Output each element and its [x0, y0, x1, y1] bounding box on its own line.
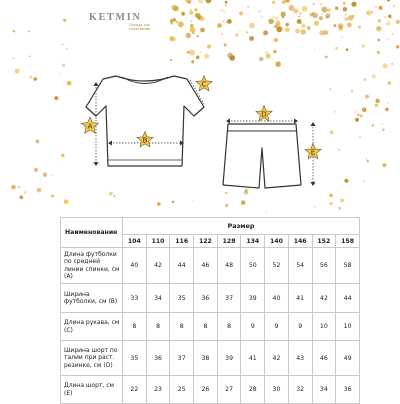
size-header-128: 128: [217, 235, 241, 248]
row-label: Ширина шорт по талии при раст. резинке, см (D): [61, 341, 123, 376]
value-cell: 8: [170, 313, 194, 341]
value-cell: 10: [336, 313, 360, 341]
confetti-dot: [192, 201, 193, 202]
size-chart: [60, 217, 360, 404]
marker-label-e: E: [310, 148, 316, 157]
shorts-outline: [223, 124, 301, 188]
value-cell: 28: [241, 376, 265, 404]
size-title: Размер: [227, 222, 255, 230]
value-cell: 9: [241, 313, 265, 341]
table-row: [61, 313, 360, 341]
value-cell: 48: [217, 248, 241, 284]
value-cell: 39: [217, 341, 241, 376]
value-cell: 40: [123, 248, 147, 284]
row-label: Ширина футболки, см (В): [61, 284, 123, 313]
value-cell: 30: [265, 376, 289, 404]
value-cell: 37: [170, 341, 194, 376]
confetti-dot: [265, 211, 267, 213]
value-cell: 36: [336, 376, 360, 404]
value-cell: 52: [265, 248, 289, 284]
size-header-152: 152: [312, 235, 336, 248]
brand-tagline-line-2: стиль жизни: [129, 26, 151, 31]
value-cell: 42: [146, 248, 170, 284]
marker-label-a: A: [87, 122, 93, 131]
table-row: [61, 341, 360, 376]
value-cell: 42: [312, 284, 336, 313]
value-cell: 50: [241, 248, 265, 284]
size-header-134: 134: [241, 235, 265, 248]
value-cell: 58: [336, 248, 360, 284]
value-cell: 36: [146, 341, 170, 376]
table-row: [61, 284, 360, 313]
value-cell: 9: [265, 313, 289, 341]
size-title-cell: [123, 218, 360, 235]
value-cell: 38: [194, 341, 218, 376]
size-header-122: 122: [194, 235, 218, 248]
value-cell: 43: [288, 341, 312, 376]
size-header-110: 110: [146, 235, 170, 248]
confetti-dot: [241, 200, 246, 205]
value-cell: 10: [312, 313, 336, 341]
size-chart-table: [60, 217, 360, 404]
value-cell: 8: [123, 313, 147, 341]
value-cell: 44: [336, 284, 360, 313]
value-cell: 9: [288, 313, 312, 341]
garment-measurement-diagram: [0, 0, 400, 200]
table-row: [61, 376, 360, 404]
size-header-140: 140: [265, 235, 289, 248]
size-header-104: 104: [123, 235, 147, 248]
header-label: Наименование: [65, 229, 118, 236]
confetti-dot: [225, 204, 228, 207]
value-cell: 35: [123, 341, 147, 376]
value-cell: 54: [288, 248, 312, 284]
value-cell: 42: [265, 341, 289, 376]
value-cell: 26: [194, 376, 218, 404]
value-cell: 36: [194, 284, 218, 313]
value-cell: 27: [217, 376, 241, 404]
marker-label-b: B: [142, 136, 148, 145]
confetti-dot: [157, 202, 161, 206]
value-cell: 34: [312, 376, 336, 404]
row-label: Длина футболки по средней линии спинки, см (А): [61, 248, 123, 284]
row-label: Длина шорт, см (Е): [61, 376, 123, 404]
row-label: Длина рукава, см (С): [61, 313, 123, 341]
confetti-dot: [330, 202, 333, 205]
brand-name: KETMIN: [89, 12, 142, 23]
confetti-dot: [172, 201, 175, 204]
value-cell: 23: [146, 376, 170, 404]
value-cell: 8: [146, 313, 170, 341]
size-header-158: 158: [336, 235, 360, 248]
table-row: [61, 248, 360, 284]
value-cell: 25: [170, 376, 194, 404]
marker-label-c: C: [201, 80, 207, 89]
header-label-cell: [61, 218, 123, 248]
confetti-dot: [338, 207, 341, 210]
value-cell: 32: [288, 376, 312, 404]
value-cell: 8: [217, 313, 241, 341]
value-cell: 41: [288, 284, 312, 313]
confetti-dot: [314, 206, 316, 208]
value-cell: 34: [146, 284, 170, 313]
confetti-dot: [64, 199, 69, 204]
value-cell: 8: [194, 313, 218, 341]
value-cell: 41: [241, 341, 265, 376]
marker-label-d: D: [261, 110, 267, 119]
value-cell: 46: [312, 341, 336, 376]
value-cell: 22: [123, 376, 147, 404]
value-cell: 49: [336, 341, 360, 376]
brand-tagline-line-1: Одежда, как: [129, 22, 150, 27]
value-cell: 40: [265, 284, 289, 313]
value-cell: 39: [241, 284, 265, 313]
value-cell: 46: [194, 248, 218, 284]
value-cell: 44: [170, 248, 194, 284]
size-header-146: 146: [288, 235, 312, 248]
value-cell: 35: [170, 284, 194, 313]
value-cell: 56: [312, 248, 336, 284]
size-header-116: 116: [170, 235, 194, 248]
value-cell: 37: [217, 284, 241, 313]
tshirt-outline: [86, 76, 204, 166]
value-cell: 33: [123, 284, 147, 313]
